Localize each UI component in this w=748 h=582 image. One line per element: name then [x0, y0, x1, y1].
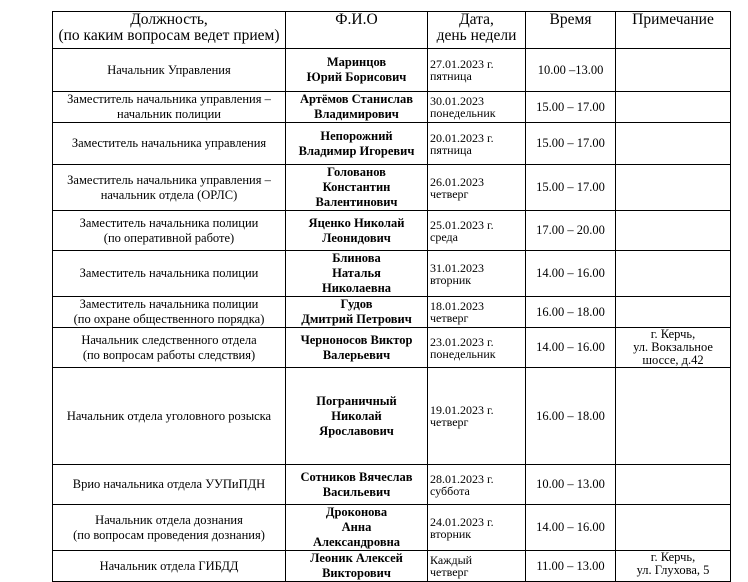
table-row	[53, 368, 731, 465]
cell-time	[526, 465, 616, 505]
name-text: Артёмов Станислав Владимирович	[299, 92, 414, 121]
cell-date	[428, 465, 526, 505]
name-text: Голованов Константин Валентинович	[315, 165, 398, 209]
cell-position	[53, 49, 286, 92]
name-text: Леоник Алексей Викторович	[310, 551, 403, 580]
cell-date	[428, 297, 526, 328]
cell-time	[526, 92, 616, 123]
cell-time	[526, 251, 616, 297]
cell-name	[286, 328, 428, 368]
position-text: Заместитель начальника управления – начальник полиции	[67, 92, 271, 121]
cell-date	[428, 211, 526, 251]
cell-time	[526, 505, 616, 551]
cell-time	[526, 297, 616, 328]
position-text: Заместитель начальника полиции (по оперативной работе)	[79, 215, 259, 245]
time-text: 14.00 – 16.00	[536, 340, 605, 354]
cell-name	[286, 297, 428, 328]
table-row	[53, 297, 731, 328]
cell-position	[53, 165, 286, 211]
cell-name	[286, 165, 428, 211]
date-text: 23.01.2023 г. понедельник	[430, 334, 496, 361]
date-text: 27.01.2023 г. пятница	[430, 57, 494, 83]
cell-note	[616, 165, 731, 211]
position-text: Начальник отдела уголовного розыска	[66, 408, 272, 423]
cell-date	[428, 328, 526, 368]
header-time: Время	[526, 12, 616, 49]
note-text: г. Керчь, ул. Глухова, 5	[636, 550, 710, 577]
header-name: Ф.И.О	[286, 12, 428, 49]
cell-date	[428, 92, 526, 123]
cell-note	[616, 328, 731, 368]
time-text: 10.00 – 13.00	[536, 477, 605, 491]
cell-note	[616, 251, 731, 297]
time-text: 16.00 – 18.00	[536, 304, 605, 319]
table-row	[53, 165, 731, 211]
name-text: Черноносов Виктор Валерьевич	[300, 332, 413, 362]
date-text: 20.01.2023 г. пятница	[430, 130, 494, 157]
table-row	[53, 328, 731, 368]
cell-date	[428, 49, 526, 92]
time-text: 15.00 – 17.00	[536, 99, 605, 114]
cell-note	[616, 49, 731, 92]
cell-note	[616, 297, 731, 328]
position-text: Начальник отдела дознания (по вопросам проведения дознания)	[73, 512, 265, 542]
cell-position	[53, 551, 286, 582]
cell-name	[286, 211, 428, 251]
position-text: Начальник следственного отдела (по вопросам работы следствия)	[81, 332, 257, 362]
position-text: Заместитель начальника управления – начальник отдела (ОРЛС)	[67, 172, 271, 202]
header-note: Примечание	[616, 12, 731, 49]
cell-time	[526, 49, 616, 92]
name-text: Яценко Николай Леонидович	[308, 215, 405, 245]
date-text: 31.01.2023 вторник	[430, 260, 484, 287]
cell-name	[286, 251, 428, 297]
cell-date	[428, 551, 526, 582]
position-text: Заместитель начальника управления	[71, 136, 267, 150]
time-text: 15.00 – 17.00	[536, 136, 605, 150]
cell-note	[616, 551, 731, 582]
cell-position	[53, 328, 286, 368]
time-text: 15.00 – 17.00	[536, 180, 605, 194]
cell-name	[286, 368, 428, 465]
name-text: Сотников Вячеслав Васильевич	[300, 469, 413, 499]
note-text: г. Керчь, ул. Вокзальное шоссе, д.42	[633, 327, 713, 367]
cell-time	[526, 211, 616, 251]
header-row	[53, 12, 731, 49]
cell-name	[286, 505, 428, 551]
date-text: Каждый четверг	[430, 553, 473, 579]
cell-note	[616, 505, 731, 551]
cell-position	[53, 465, 286, 505]
cell-note	[616, 92, 731, 123]
table-row	[53, 49, 731, 92]
time-text: 14.00 – 16.00	[536, 266, 605, 280]
cell-time	[526, 123, 616, 165]
table-row	[53, 551, 731, 582]
name-text: Дроконова Анна Александровна	[312, 505, 401, 549]
name-text: Гудов Дмитрий Петрович	[301, 297, 412, 326]
time-text: 11.00 – 13.00	[536, 558, 605, 573]
cell-position	[53, 297, 286, 328]
cell-time	[526, 165, 616, 211]
position-text: Заместитель начальника полиции	[79, 266, 259, 280]
cell-name	[286, 92, 428, 123]
name-text: Блинова Наталья Николаевна	[321, 251, 392, 295]
table-row	[53, 251, 731, 297]
date-text: 19.01.2023 г. четверг	[430, 403, 494, 429]
cell-name	[286, 465, 428, 505]
cell-name	[286, 123, 428, 165]
cell-position	[53, 92, 286, 123]
cell-note	[616, 368, 731, 465]
cell-date	[428, 123, 526, 165]
cell-time	[526, 328, 616, 368]
position-text: Начальник отдела ГИБДД	[99, 558, 239, 573]
cell-note	[616, 123, 731, 165]
cell-time	[526, 551, 616, 582]
cell-name	[286, 551, 428, 582]
position-text: Заместитель начальника полиции (по охране общественного порядка)	[73, 297, 265, 326]
time-text: 14.00 – 16.00	[536, 520, 605, 534]
reception-schedule-table	[52, 11, 731, 582]
header-date: Дата, день недели	[428, 12, 526, 49]
cell-note	[616, 211, 731, 251]
name-text: Маринцов Юрий Борисович	[306, 55, 407, 84]
cell-name	[286, 49, 428, 92]
cell-date	[428, 251, 526, 297]
date-text: 18.01.2023 четверг	[430, 299, 484, 325]
table-row	[53, 92, 731, 123]
cell-position	[53, 251, 286, 297]
date-text: 26.01.2023 четверг	[430, 174, 484, 201]
table-row	[53, 505, 731, 551]
cell-note	[616, 465, 731, 505]
date-text: 28.01.2023 г. суббота	[430, 471, 494, 498]
table-row	[53, 123, 731, 165]
time-text: 10.00 –13.00	[537, 62, 604, 77]
header-position: Должность, (по каким вопросам ведет прием)	[53, 12, 286, 49]
cell-date	[428, 505, 526, 551]
date-text: 24.01.2023 г. вторник	[430, 514, 494, 541]
time-text: 17.00 – 20.00	[536, 223, 605, 237]
cell-position	[53, 123, 286, 165]
name-text: Пограничный Николай Ярославович	[316, 393, 397, 438]
position-text: Начальник Управления	[107, 62, 231, 77]
cell-date	[428, 165, 526, 211]
date-text: 25.01.2023 г. среда	[430, 217, 494, 244]
cell-position	[53, 211, 286, 251]
cell-position	[53, 368, 286, 465]
table-row	[53, 211, 731, 251]
time-text: 16.00 – 18.00	[536, 408, 605, 423]
position-text: Врио начальника отдела УУПиПДН	[72, 477, 266, 491]
cell-position	[53, 505, 286, 551]
cell-time	[526, 368, 616, 465]
name-text: Непорожний Владимир Игоревич	[298, 128, 415, 158]
table-row	[53, 465, 731, 505]
date-text: 30.01.2023 понедельник	[430, 94, 496, 120]
cell-date	[428, 368, 526, 465]
